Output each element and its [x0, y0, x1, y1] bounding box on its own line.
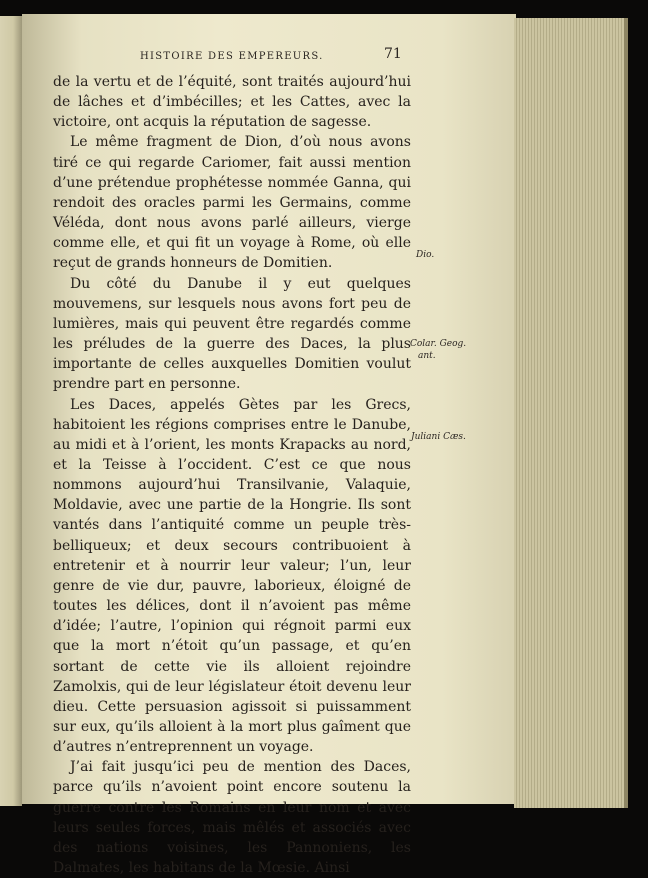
body-text [53, 72, 411, 878]
page-block-edge [514, 18, 628, 808]
margin-note-colar-geog-ant: ant. [418, 351, 436, 361]
facing-page-edge [0, 16, 22, 806]
margin-note-dio: Dio. [416, 250, 435, 260]
paragraph: J’ai fait jusqu’ici peu de mention des Daces, parce qu’ils n’avoient point encore soutenu la guerre contre les Romains en leur nom et avec leurs seules forces, mais mêlés et associés avec des nations voisines, les Pannoniens, les Dalmates, les habitans de la Mœsie. Ainsi [53, 759, 411, 877]
paragraph: Du côté du Danube il y eut quelques mouvemens, sur lesquels nous avons fort peu de lumières, mais qui peuvent être regardés comme les préludes de la guerre des Daces, la plus importante de celles auxquelles Domitien voulut prendre part en personne. [53, 275, 411, 393]
paragraph: Les Daces, appelés Gètes par les Grecs, habitoient les régions comprises entre le Danube, au midi et à l’orient, les monts Krapacks au nord, et la Teisse à l’occident. C’est ce que nous nommons aujourd’hui Transilvanie, Valaquie, Moldavie, avec une partie de la Hongrie. Ils sont vantés dans l’antiquité comme un peuple très-belliqueux; et deux secours contribuoient à entretenir et à nourrir leur valeur; l’un, leur genre de vie dur, pauvre, laborieux, éloigné de toutes les délices, dont il n’avoient pas même d’idée; l’autre, l’opinion qui régnoit parmi eux que la mort n’étoit qu’un passage, et qu’en sortant de cette vie ils alloient rejoindre Zamolxis, qui de leur législateur étoit devenu leur dieu. Cette persuasion agissoit si puissamment sur eux, qu’ils alloient à la mort plus gaîment que d’autres n’entreprennent un voyage. [53, 396, 411, 756]
running-title: HISTOIRE DES EMPEREURS. [140, 51, 324, 62]
margin-note-colar-geog: Colar. Geog. [410, 339, 467, 349]
paragraph: de la vertu et de l’équité, sont traités aujourd’hui de lâches et d’imbécilles; et les Cattes, avec la victoire, ont acquis la réputation de sagesse. [53, 74, 411, 131]
paragraph: Le même fragment de Dion, d’où nous avons tiré ce qui regarde Cariomer, fait aussi mention d’une prétendue prophétesse nommée Ganna, qui rendoit des oracles parmi les Germains, comme Véléda, dont nous avons parlé ailleurs, vierge comme elle, et qui fit un voyage à Rome, où elle reçut de grands honneurs de Domitien. [53, 134, 411, 272]
margin-note-juliani: Juliani Cæs. [411, 432, 466, 442]
page-number: 71 [384, 46, 402, 62]
